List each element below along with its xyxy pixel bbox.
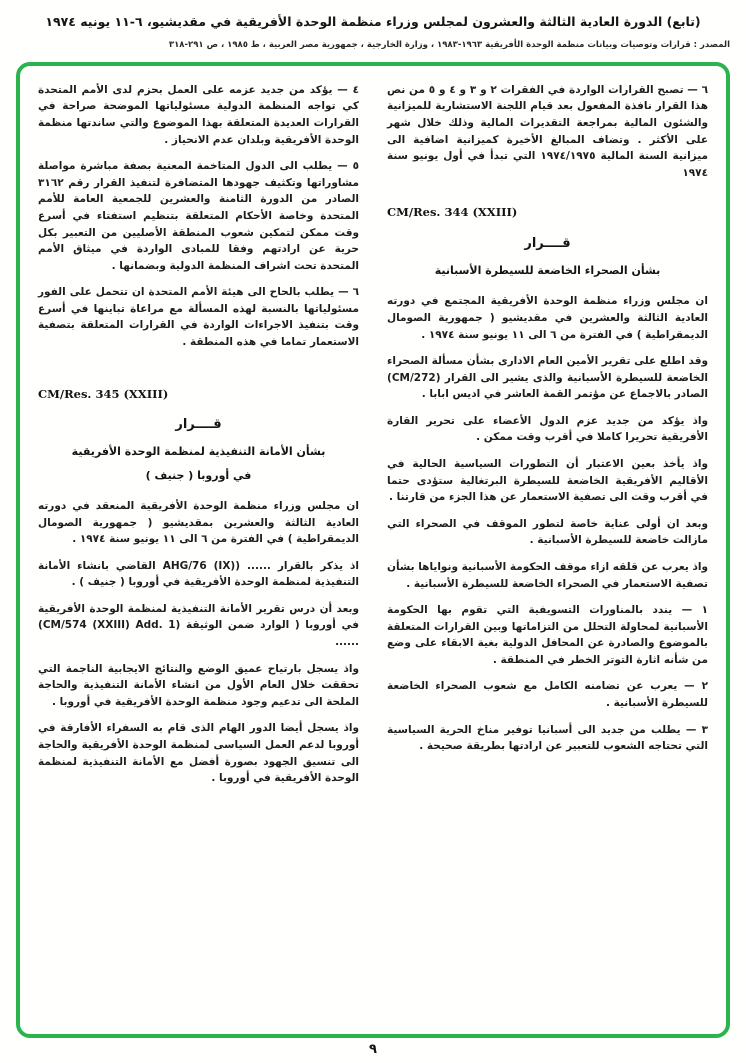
paragraph-clause-6: ٦ — يطلب بالحاح الى هيئة الأمم المتحدة ان تتحمل على الفور مسئولياتها بالنسبة لهذه المسألة مع مراعاة تباينها في أسرع وقت بتنفيذ الاجراءات الواردة في القرارات المتعلقة بتصفية الاستعمار تماما في هذه المنطقة .	[38, 286, 359, 348]
source-line: المصدر : قرارات وتوصيات وبيانات منظمة الوحدة الأفريقية ١٩٦٣-١٩٨٣ ، وزارة الخارجية ، جمهورية مصر العربية ، ط ١٩٨٥ ، ص ٢٩١-٣١٨	[168, 39, 730, 50]
paragraph-clause-3: ٣ — يطلب من جديد الى أسبانيا توفير مناخ الحرية السياسية التي تحتاجه الشعوب للتعبير عن ارادتها بطريقة صحيحة .	[387, 723, 708, 753]
paragraph-preamble-4: واذ يأخذ بعين الاعتبار أن التطورات السياسية الحالية في الأقاليم الأفريقية الخاضعة للسيطرة البرتغالية ستؤدى حتما في أقرب وقت الى تصفية الاستعمار عن هذا الجزء من قارتنا .	[387, 458, 708, 504]
paragraph-preamble-5: وبعد ان أولى عناية خاصة لتطور الموقف في الصحراء التي مازالت خاضعة للسيطرة الأسبانية .	[387, 517, 708, 547]
column-left	[38, 82, 359, 1024]
paragraph-preamble-2: وقد اطلع على تقرير الأمين العام الادارى بشأن مسألة الصحراء الخاضعة للسيطرة الأسبانية والذى يشير الى القرار (CM/272) الصادر بالاجماع عن مؤتمر القمة العاشر في اديس ابابا .	[387, 355, 708, 401]
paragraph-preamble-6: واذ يعرب عن قلقه ازاء موقف الحكومة الأسبانية ونواياها بشأن تصفية الاستعمار في الصحراء الخاضعة للسيطرة الأسبانية .	[387, 560, 708, 590]
paragraph-preamble-2: اذ يذكر بالقرار ...... (AHG/76 (IX) القاضي بانشاء الأمانة التنفيذية لمنظمة الوحدة الأفريقية في أوروبا ( جنيف ) .	[38, 559, 359, 589]
column-right	[387, 82, 708, 1024]
paragraph-clause-6-budget: ٦ — تصبح القرارات الواردة في الفقرات ٢ و ٣ و ٤ و ٥ من نص هذا القرار نافذة المفعول بعد قيام اللجنة الاستشارية للميزانية والشئون المالية بمراجعة التقديرات المالية وذلك خلال شهر على الأكثر . وتضاف المبالغ الأخيرة كميزانية اضافية الى ميزانية السنة المالية ١٩٧٤/١٩٧٥ التي تبدأ في أول يونيو سنة ١٩٧٤	[387, 83, 709, 179]
paragraph-clause-4: ٤ — يؤكد من جديد عزمه على العمل بحزم لدى الأمم المتحدة كي تواجه المنظمة الدولية مسئولياتها الموضحة صراحة في القرارات العديدة المتعلقة بهذا الموضوع والتي ساندتها منظمة الوحدة الأفريقية وبلدان عدم الانحياز .	[38, 83, 359, 146]
paragraph-clause-2: ٢ — يعرب عن تضامنه الكامل مع شعوب الصحراء الخاضعة للسيطرة الأسبانية .	[387, 680, 708, 709]
resolution-reference-345: CM/Res. 345 (XXIII)	[38, 386, 169, 401]
resolution-reference-344: CM/Res. 344 (XXIII)	[387, 205, 518, 220]
paragraph-clause-1: ١ — يندد بالمناورات التسويفية التي تقوم بها الحكومة الأسبانية لمحاولة التحلل من التزاماتها وبين القرارات المتعلقة بالموضوع والصادرة عن المحافل الدولية بغية الابقاء على وضع من شأنه اثارة التوتر الخطر في المنطقة .	[387, 604, 708, 666]
content-frame	[16, 62, 730, 1038]
resolution-subtitle-line-2: في أوروبا ( جنيف )	[145, 468, 252, 482]
resolution-title: قــــرار	[175, 416, 222, 432]
paragraph-preamble-4: واذ يسجل بارتياح عميق الوضع والنتائج الايجابية الناجمة التي تحققت خلال العام الأول من انشاء الأمانة التنفيذية والحاجة الملحة الى تدعيم وجود منظمة الوحدة الأفريقية في أوروبا .	[38, 662, 359, 708]
resolution-subtitle-line-1: بشأن الأمانة التنفيذية لمنظمة الوحدة الأفريقية	[71, 445, 326, 459]
paragraph-preamble-3: وبعد أن درس تقرير الأمانة التنفيذية لمنظمة الوحدة الأفريقية في أوروبا ( الوارد ضمن الوثيقة (CM/574 (XXIII) Add. 1) ......	[38, 602, 359, 649]
paragraph-preamble-1: ان مجلس وزراء منظمة الوحدة الأفريقية المنعقد في دورته العادية الثالثة والعشرين بمقديشيو ( جمهورية الصومال الديمقراطية ) في الفترة من ٦ الى ١١ يونيو سنة ١٩٧٤ .	[38, 499, 359, 546]
paragraph-clause-5: ٥ — يطلب الى الدول المتاخمة المعنية بصفة مباشرة مواصلة مشاوراتها وتكثيف جهودها المتضافرة لتنفيذ القرار رقم ٣١٦٢ الصادر من الدورة الثامنة والعشرين للجمعية العامة للأمم المتحدة وخاصة الأحكام المتعلقة بتنظيم استفتاء في أسرع وقت ممكن لتمكين شعوب المنطقة الأصليين من التعبير بكل حرية عن ارادتهم وفقا للمبادى الواردة في ميثاق الأمم المتحدة تحت اشراف المنظمة الدولية وبضمانها .	[38, 160, 359, 272]
page-number: ٩	[369, 1042, 377, 1057]
page-header: (تابع) الدورة العادية الثالثة والعشرون لمجلس وزراء منظمة الوحدة الأفريقية في مقديشيو، ٦-١١ يونيه ١٩٧٤	[45, 14, 701, 29]
resolution-title: قــــرار	[524, 235, 571, 251]
paragraph-preamble-5: واذ يسجل أيضا الدور الهام الذى قام به السفراء الأفارقة في أوروبا لدعم العمل السياسى لمنظمة الوحدة الأفريقية والحاجة الى تنسيق الجهود بصورة أفضل مع الأمانة التنفيذية لمنظمة الوحدة الأفريقية في أوروبا .	[38, 722, 359, 785]
resolution-subtitle: بشأن الصحراء الخاضعة للسيطرة الأسبانية	[434, 264, 661, 278]
paragraph-preamble-3: واذ يؤكد من جديد عزم الدول الأعضاء على تحرير القارة الأفريقية تحريرا كاملا في أقرب وقت ممكن .	[387, 414, 708, 444]
paragraph-preamble-1: ان مجلس وزراء منظمة الوحدة الأفريقية المجتمع في دورته العادية الثالثة والعشرين في مقديشيو ( جمهورية الصومال الديمقراطية ) في الفترة من ٦ الى ١١ يونيو سنة ١٩٧٤ .	[387, 295, 708, 341]
